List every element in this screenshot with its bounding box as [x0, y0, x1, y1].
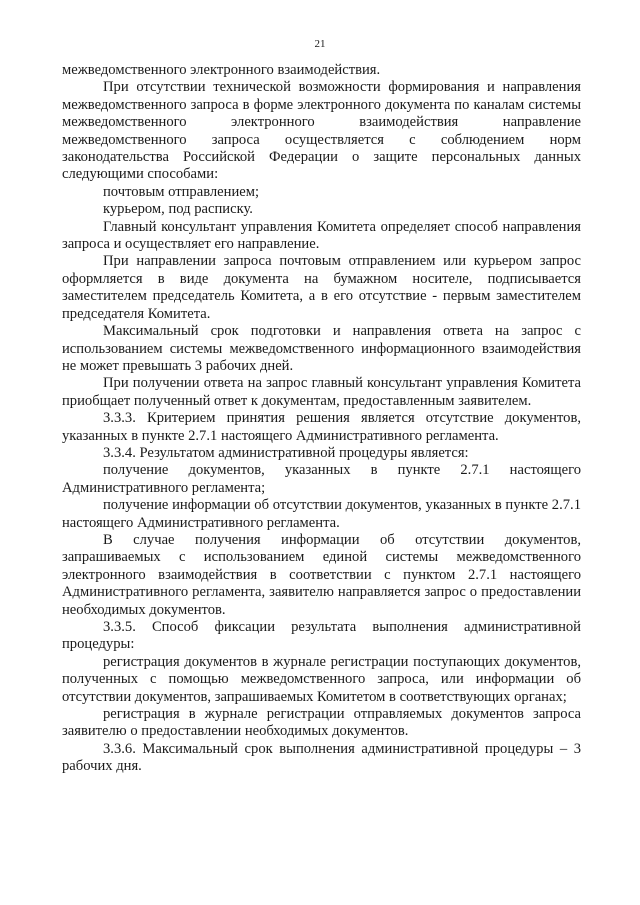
- paragraph-16: регистрация в журнале регистрации отправляемых документов запроса заявителю о предоставлении необходимых документов.: [62, 706, 581, 740]
- paragraph-3: почтовым отправлением;: [103, 183, 260, 200]
- paragraph-1: межведомственного электронного взаимодействия.: [62, 62, 381, 78]
- paragraph-15: регистрация документов в журнале регистрации поступающих документов, полученных с помощью межведомственного запроса, или информации об отсутствии документов, запрашиваемых Комитетом в соответствующих органах;: [62, 653, 581, 705]
- paragraph-17: 3.3.6. Максимальный срок выполнения административной процедуры – 3 рабочих дня.: [62, 740, 581, 775]
- document-body: [62, 62, 581, 776]
- paragraph-9: 3.3.3. Критерием принятия решения является отсутствие документов, указанных в пункте 2.7.1 настоящего Административного регламента.: [62, 410, 581, 444]
- paragraph-5: Главный консультант управления Комитета определяет способ направления запроса и осуществляет его направление.: [62, 218, 581, 253]
- page-number: 21: [314, 38, 326, 50]
- paragraph-6: При направлении запроса почтовым отправлением или курьером запрос оформляется в виде документа на бумажном носителе, подписывается заместителем председатель Комитета, а в его отсутствие - первым заместителем председателя Комитета.: [62, 253, 581, 322]
- paragraph-8: При получении ответа на запрос главный консультант управления Комитета приобщает полученный ответ к документам, предоставленным заявителем.: [62, 375, 581, 409]
- paragraph-13: В случае получения информации об отсутствии документов, запрашиваемых с использованием единой системы межведомственного электронного взаимодействия в соответствии с пунктом 2.7.1 настоящего Административного регламента, заявителю направляется запрос о предоставлении необходимых документов.: [62, 531, 581, 618]
- paragraph-2: При отсутствии технической возможности формирования и направления межведомственного запроса в форме электронного документа по каналам системы межведомственного электронного взаимодействия направление межведомственного запроса осуществляется с соблюдением норм законодательства Российской Федерации о защите персональных данных следующими способами:: [62, 79, 581, 183]
- paragraph-4: курьером, под расписку.: [103, 201, 253, 218]
- paragraph-12: получение информации об отсутствии документов, указанных в пункте 2.7.1 настоящего Административного регламента.: [62, 497, 581, 531]
- paragraph-7: Максимальный срок подготовки и направления ответа на запрос с использованием системы межведомственного информационного взаимодействия не может превышать 3 рабочих дней.: [62, 323, 581, 374]
- paragraph-11: получение документов, указанных в пункте 2.7.1 настоящего Административного регламента;: [62, 462, 581, 496]
- paragraph-10: 3.3.4. Результатом административной процедуры является:: [103, 444, 469, 461]
- paragraph-14: 3.3.5. Способ фиксации результата выполнения административной процедуры:: [62, 619, 581, 653]
